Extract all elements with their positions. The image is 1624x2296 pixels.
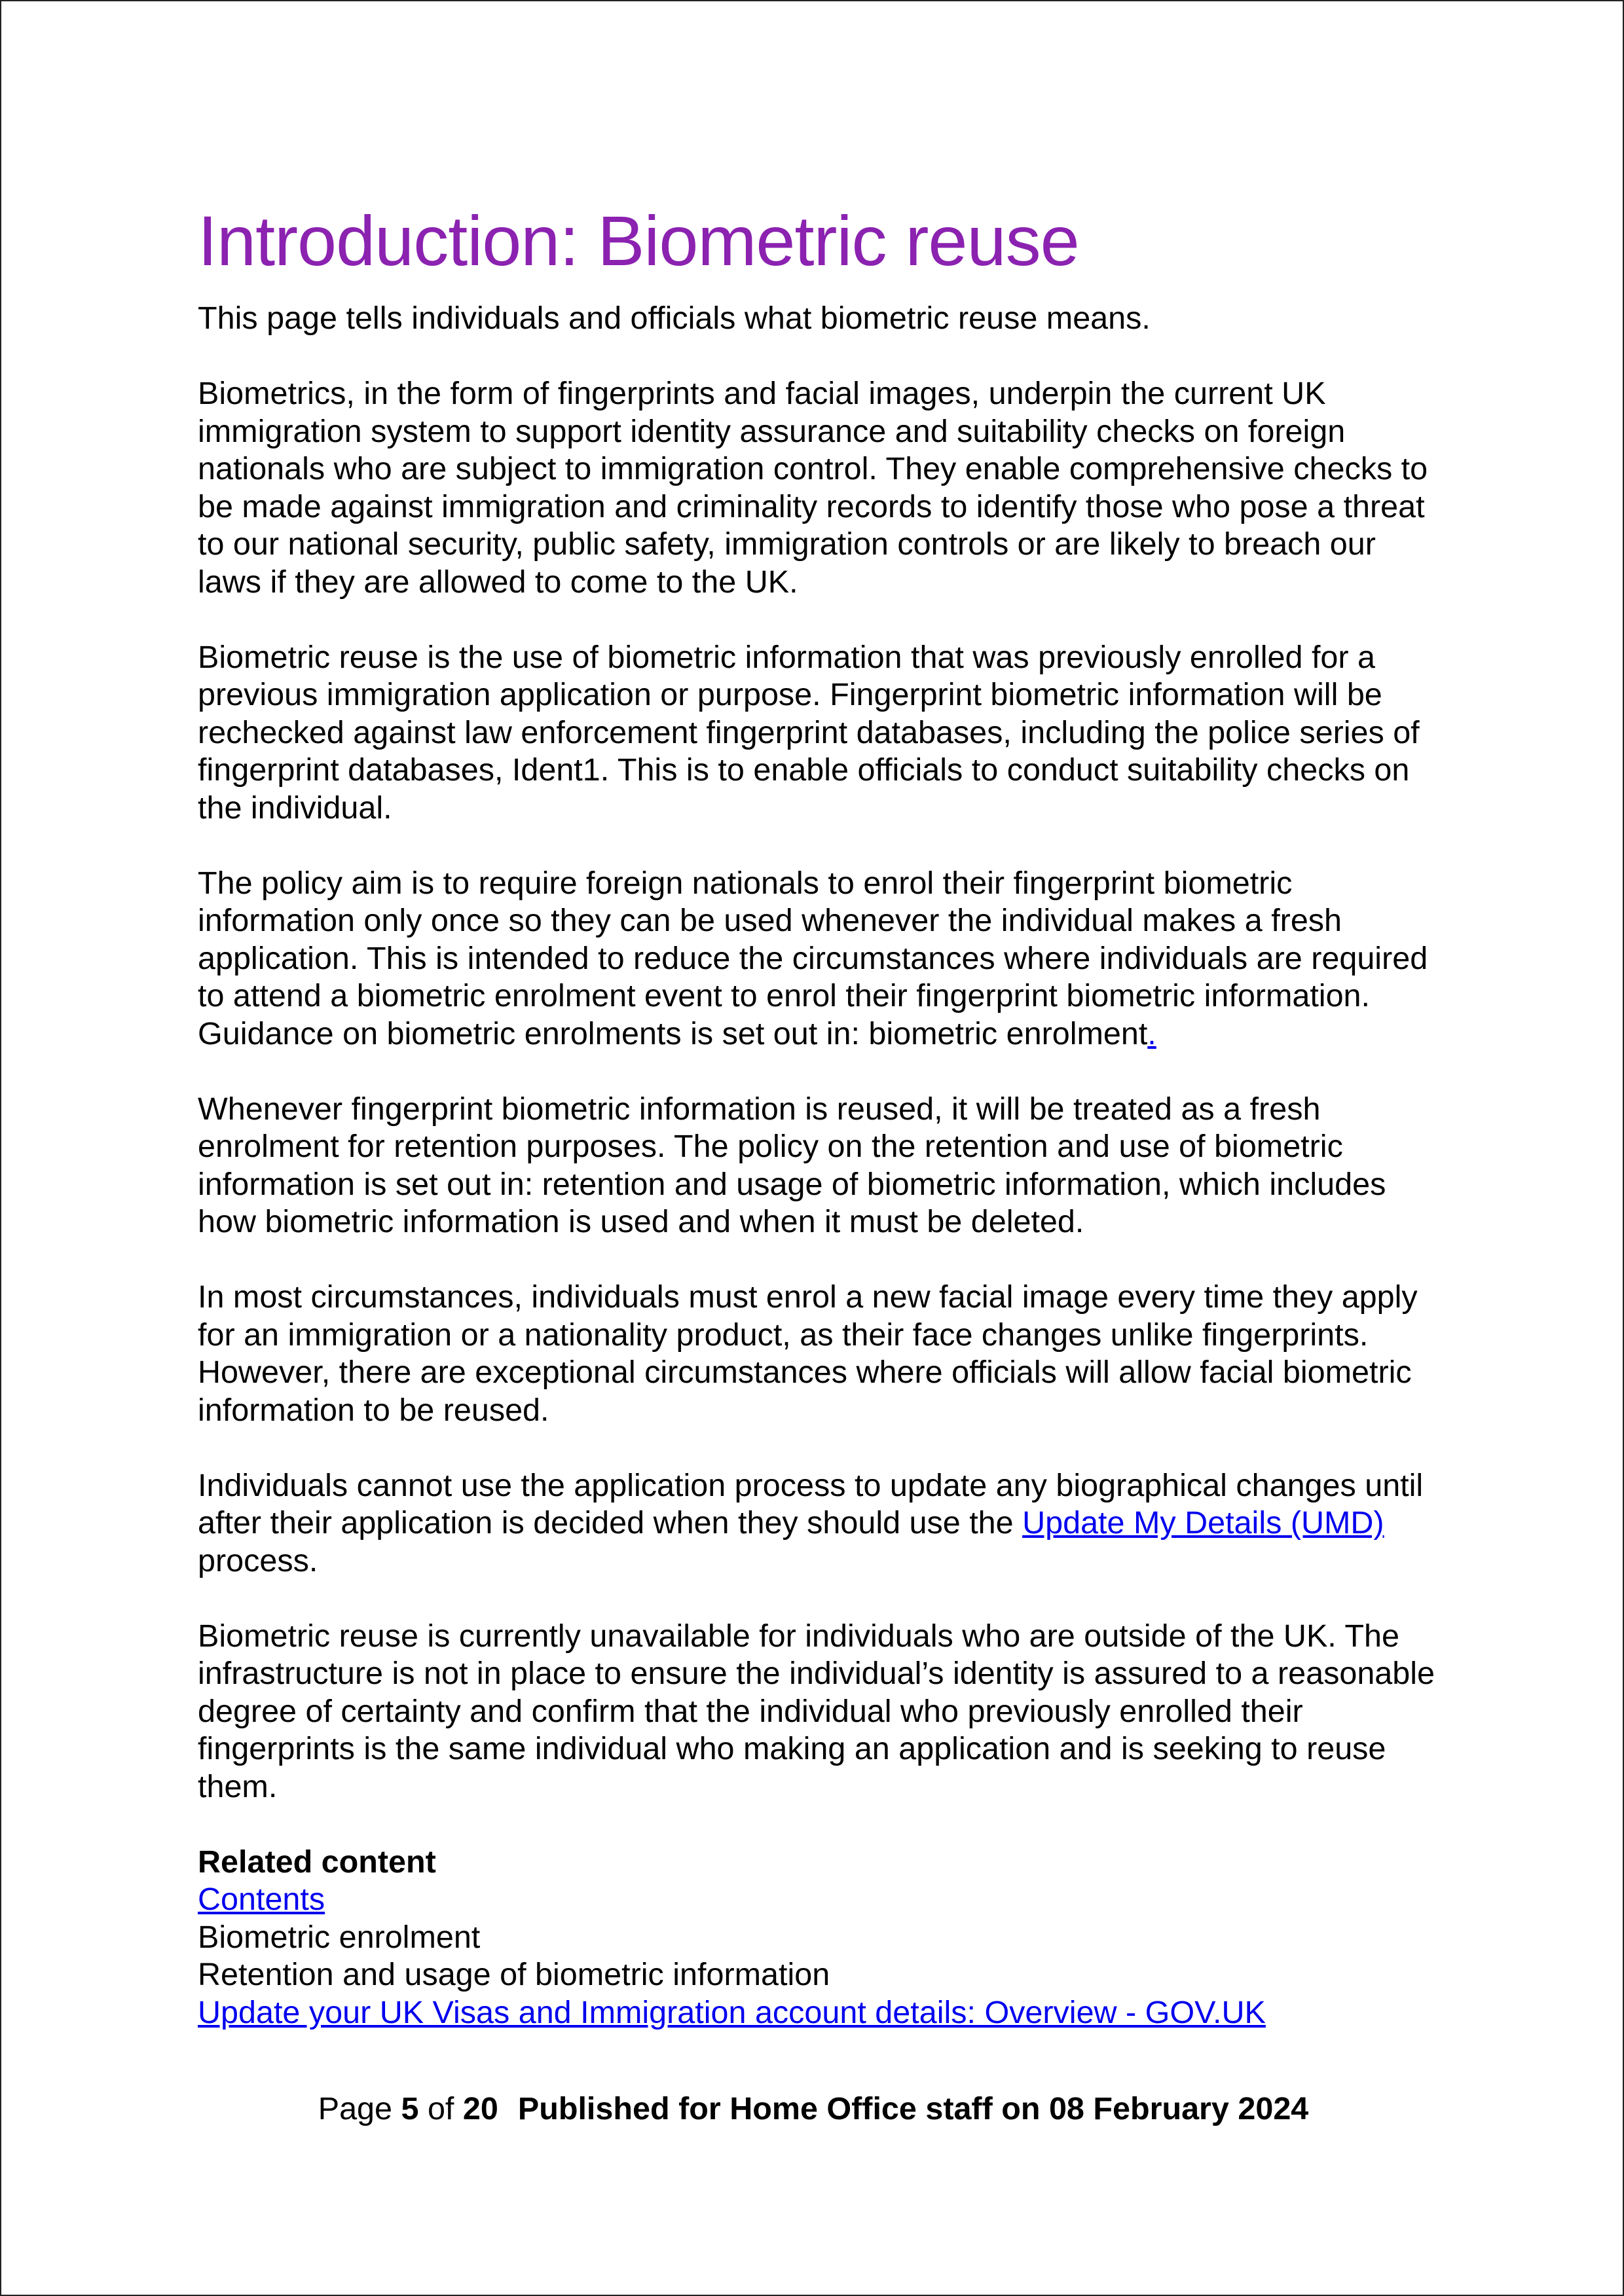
paragraph-biometrics: Biometrics, in the form of fingerprints and facial images, underpin the current UK immigration system to support identity assurance and suitability checks on foreign nationals who are subject to immigration control. They enable comprehensive checks to be made against immigration and criminality records to identify those who pose a threat to our national security, public safety, immigration controls or are likely to breach our laws if they are allowed to come to the UK. bbox=[198, 376, 1428, 600]
related-content-heading: Related content bbox=[198, 1844, 436, 1880]
footer-of-label: of bbox=[427, 2091, 454, 2126]
footer-page-total: 20 bbox=[462, 2091, 498, 2126]
footer-page-current: 5 bbox=[401, 2091, 419, 2126]
related-link-update-account-details[interactable]: Update your UK Visas and Immigration account details: Overview - GOV.UK bbox=[198, 1994, 1266, 2030]
paragraph-policy-aim-text: The policy aim is to require foreign nationals to enrol their fingerprint biometric information only once so they can be used whenever the individual makes a fresh application. This is intended to reduce the circumstances where individuals are required to attend a biometric enrolment event to enrol their fingerprint biometric information. Guidance on biometric enrolments is set out in: biometric enrolment bbox=[198, 865, 1428, 1051]
paragraph-biographical-text: Individuals cannot use the application process to update any biographical changes until after their application is decided when they should use the bbox=[198, 1467, 1424, 1540]
paragraph-retention: Whenever fingerprint biometric information is reused, it will be treated as a fresh enrolment for retention purposes. The policy on the retention and use of biometric information is set out in: retention and usage of biometric information, which includes how biometric information is used and when it must be deleted. bbox=[198, 1091, 1386, 1239]
paragraph-facial-image: In most circumstances, individuals must enrol a new facial image every time they apply for an immigration or a nationality product, as their face changes unlike fingerprints. However, there are exceptional circumstances where officials will allow facial biometric information to be reused. bbox=[198, 1279, 1418, 1428]
update-my-details-link[interactable]: Update My Details (UMD) bbox=[1022, 1505, 1384, 1540]
page-content bbox=[198, 195, 1442, 2032]
page-title: Introduction: Biometric reuse bbox=[198, 201, 1079, 280]
paragraph-policy-aim bbox=[198, 865, 1442, 1053]
related-content-section bbox=[198, 1844, 1442, 2032]
footer-page-label: Page bbox=[318, 2091, 392, 2126]
related-link-contents[interactable]: Contents bbox=[198, 1882, 325, 1917]
paragraph-outside-uk: Biometric reuse is currently unavailable for individuals who are outside of the UK. The infrastructure is not in place to ensure the individual’s identity is assured to a reasonable degree of certainty and confirm that the individual who previously enrolled their fingerprints is the same individual who making an application and is seeking to reuse them. bbox=[198, 1618, 1435, 1804]
related-item-biometric-enrolment: Biometric enrolment bbox=[198, 1919, 481, 1955]
biometric-enrolment-link[interactable]: . bbox=[1147, 1015, 1156, 1051]
page-footer bbox=[1, 2089, 1624, 2128]
intro-paragraph: This page tells individuals and officials what biometric reuse means. bbox=[198, 301, 1151, 336]
paragraph-biographical-text-end: process. bbox=[198, 1542, 318, 1578]
paragraph-biographical-changes bbox=[198, 1467, 1442, 1580]
related-item-retention-usage: Retention and usage of biometric information bbox=[198, 1957, 830, 1992]
footer-published: Published for Home Office staff on 08 February 2024 bbox=[517, 2091, 1309, 2126]
paragraph-biometric-reuse-definition: Biometric reuse is the use of biometric information that was previously enrolled for a previous immigration application or purpose. Fingerprint biometric information will be rechecked against law enforcement fingerprint databases, including the police series of fingerprint databases, Ident1. This is to enable officials to conduct suitability checks on the individual. bbox=[198, 639, 1420, 826]
